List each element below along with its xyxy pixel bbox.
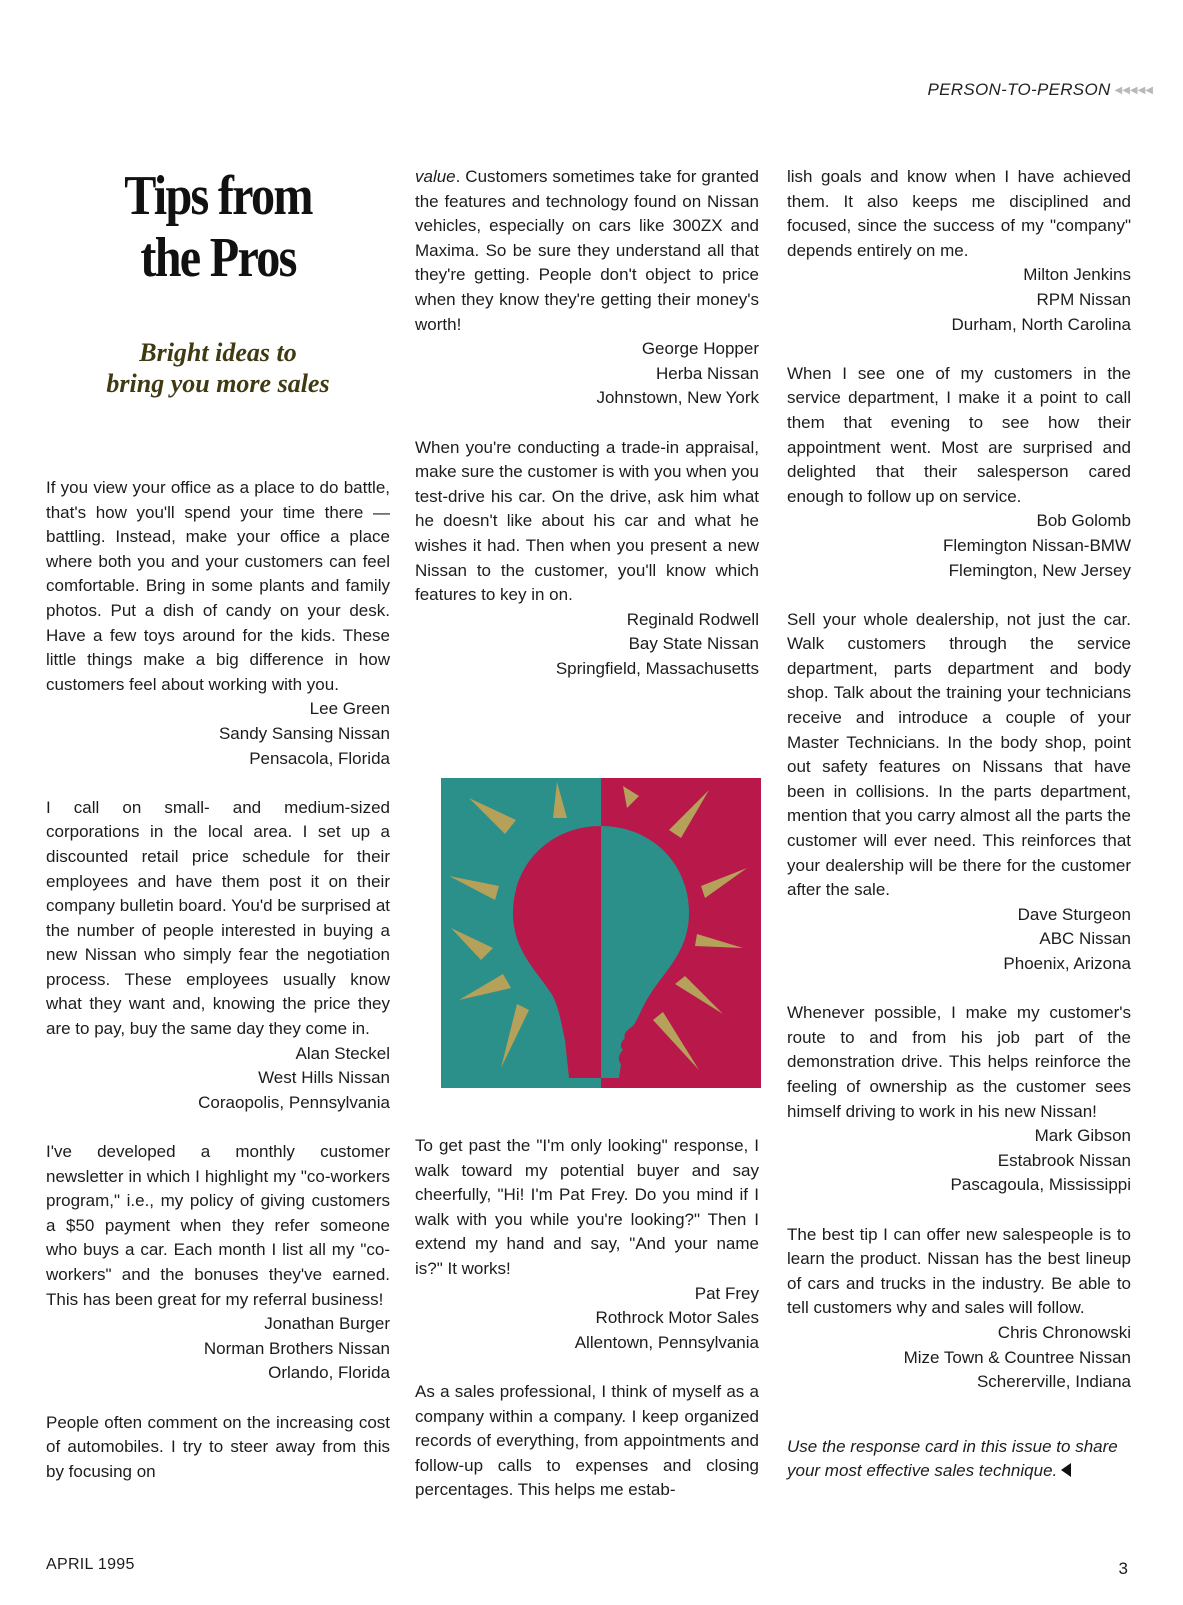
tip-dave-sturgeon [787, 608, 1131, 977]
end-mark-icon [1061, 1463, 1071, 1477]
tip-signature: Alan Steckel West Hills Nissan Coraopolis, Pennsylvania [198, 1043, 390, 1112]
tip-text: People often comment on the increasing cost of automobiles. I try to steer away from this by focusing on [46, 1412, 390, 1481]
tip-bob-golomb [787, 362, 1131, 583]
column-2 [415, 165, 759, 681]
footer-date: APRIL 1995 [46, 1556, 135, 1573]
tip-signature: Bob Golomb Flemington Nissan-BMW Flemington, New Jersey [943, 511, 1131, 580]
tip-milton-jenkins [787, 165, 1131, 337]
article-title: Tips from the Pros [124, 165, 312, 289]
tip-signature: Milton Jenkins RPM Nissan Durham, North Carolina [951, 265, 1131, 334]
tip-text: I call on small- and medium-sized corporations in the local area. I set up a discounted retail price schedule for their employees and have them post it on their company bulletin board. You'd be surprised at the number of people interested in buying a new Nissan who simply fear the negotiation process. These employees usually know what they want and, knowing the price they are to pay, buy the same day they come in. [46, 797, 390, 1039]
tip-alan-steckel [46, 796, 390, 1116]
arrows-decoration-icon: ◀◀◀◀◀ [1114, 84, 1153, 96]
tip-text: The best tip I can offer new salespeople is to learn the product. Nissan has the best lineup of cars and trucks in the industry. Be able to tell customers why and sales will follow. [787, 1224, 1131, 1318]
tip-lee-green [46, 476, 390, 771]
tip-text: As a sales professional, I think of myself as a company within a company. I keep organized records of everything, from appointments and follow-up calls to expenses and closing percentages. This helps me estab- [415, 1381, 759, 1500]
tip-signature: Pat Frey Rothrock Motor Sales Allentown, Pennsylvania [574, 1283, 759, 1352]
tip-text: When you're conducting a trade-in appraisal, make sure the customer is with you when you test-drive his car. On the drive, ask him what he doesn't like about his car and what he wishes it had. Then when you present a new Nissan to the customer, you'll know which features to key in on. [415, 437, 759, 605]
tip-signature: George Hopper Herba Nissan Johnstown, New York [596, 339, 759, 408]
tip-text: Whenever possible, I make my customer's route to and from his job part of the demonstration drive. This helps reinforce the feeling of ownership as the customer sees himself driving to work in his new Nissan! [787, 1003, 1131, 1121]
tip-signature: Dave Sturgeon ABC Nissan Phoenix, Arizona [1003, 904, 1131, 973]
tip-signature: Reginald Rodwell Bay State Nissan Springfield, Massachusetts [555, 609, 759, 678]
tip-signature: Mark Gibson Estabrook Nissan Pascagoula, Mississippi [950, 1126, 1131, 1195]
tip-signature: Jonathan Burger Norman Brothers Nissan Orlando, Florida [203, 1314, 390, 1383]
article-subtitle: Bright ideas to bring you more sales [106, 338, 330, 398]
lightbulb-illustration [441, 778, 761, 1088]
column-2-lower [415, 1134, 759, 1503]
section-label: PERSON-TO-PERSON ◀◀◀◀◀ [927, 80, 1153, 99]
tip-pat-frey [415, 1134, 759, 1355]
tip-text: To get past the "I'm only looking" response, I walk toward my potential buyer and say cheerfully, "Hi! I'm Pat Frey. Do you mind if I walk with you while you're looking?" Then I extend my hand and say, "And your name is?" It works! [415, 1136, 759, 1278]
tip-text: value. Customers sometimes take for granted the features and technology found on Nissan vehicles, especially on cars like 300ZX and Maxima. So be sure they understand all that they're getting. People don't object to price when they know they're getting their money's worth! [415, 167, 759, 334]
column-1 [46, 165, 390, 1484]
page-number: 3 [1118, 1559, 1128, 1578]
tip-signature: Chris Chronowski Mize Town & Countree Nissan Schererville, Indiana [903, 1322, 1131, 1392]
tip-jonathan-burger [46, 1140, 390, 1386]
tip-milton-jenkins-start [415, 1380, 759, 1503]
tip-reginald-rodwell [415, 436, 759, 682]
tip-text: Sell your whole dealership, not just the car. Walk customers through the service department, parts department and body shop. Talk about the training your technicians receive and introduce a couple of your Master Technicians. In the body shop, point out safety features on Nissans that have been in collisions. In the parts department, mention that you carry almost all the parts the customer will ever need. This reinforces that your dealership will be there for the customer after the sale. [787, 609, 1131, 900]
tip-text: I've developed a monthly customer newsletter in which I highlight my "co-workers program," i.e., my policy of giving customers a $50 payment when they refer someone who buys a car. Each month I list all my "co-workers" and the bonuses they've earned. This has been great for my referral business! [46, 1142, 390, 1309]
tip-signature: Lee Green Sandy Sansing Nissan Pensacola, Florida [218, 699, 390, 768]
tip-text: If you view your office as a place to do battle, that's how you'll spend your time there — battling. Instead, make your office a place where both you and your customers can feel comfortable. Bring in some plants and family photos. Put a dish of candy on your desk. Have a few toys around for the kids. These little things make a big difference in how customers feel about working with you. [46, 478, 390, 694]
tip-text: lish goals and know when I have achieved them. It also keeps me disciplined and focused, since the success of my "company" depends entirely on me. [787, 167, 1131, 260]
tip-chris-chronowski [787, 1223, 1131, 1395]
tip-text: When I see one of my customers in the service department, I make it a point to call them that evening to see how their appointment went. Most are surprised and delighted that their salesperson cared enough to follow up on service. [787, 363, 1131, 506]
tip-george-hopper-start [46, 1411, 390, 1485]
column-3 [787, 165, 1131, 1484]
tip-mark-gibson [787, 1001, 1131, 1198]
closing-note: Use the response card in this issue to share your most effective sales technique. [787, 1436, 1118, 1481]
tip-george-hopper [415, 165, 759, 411]
